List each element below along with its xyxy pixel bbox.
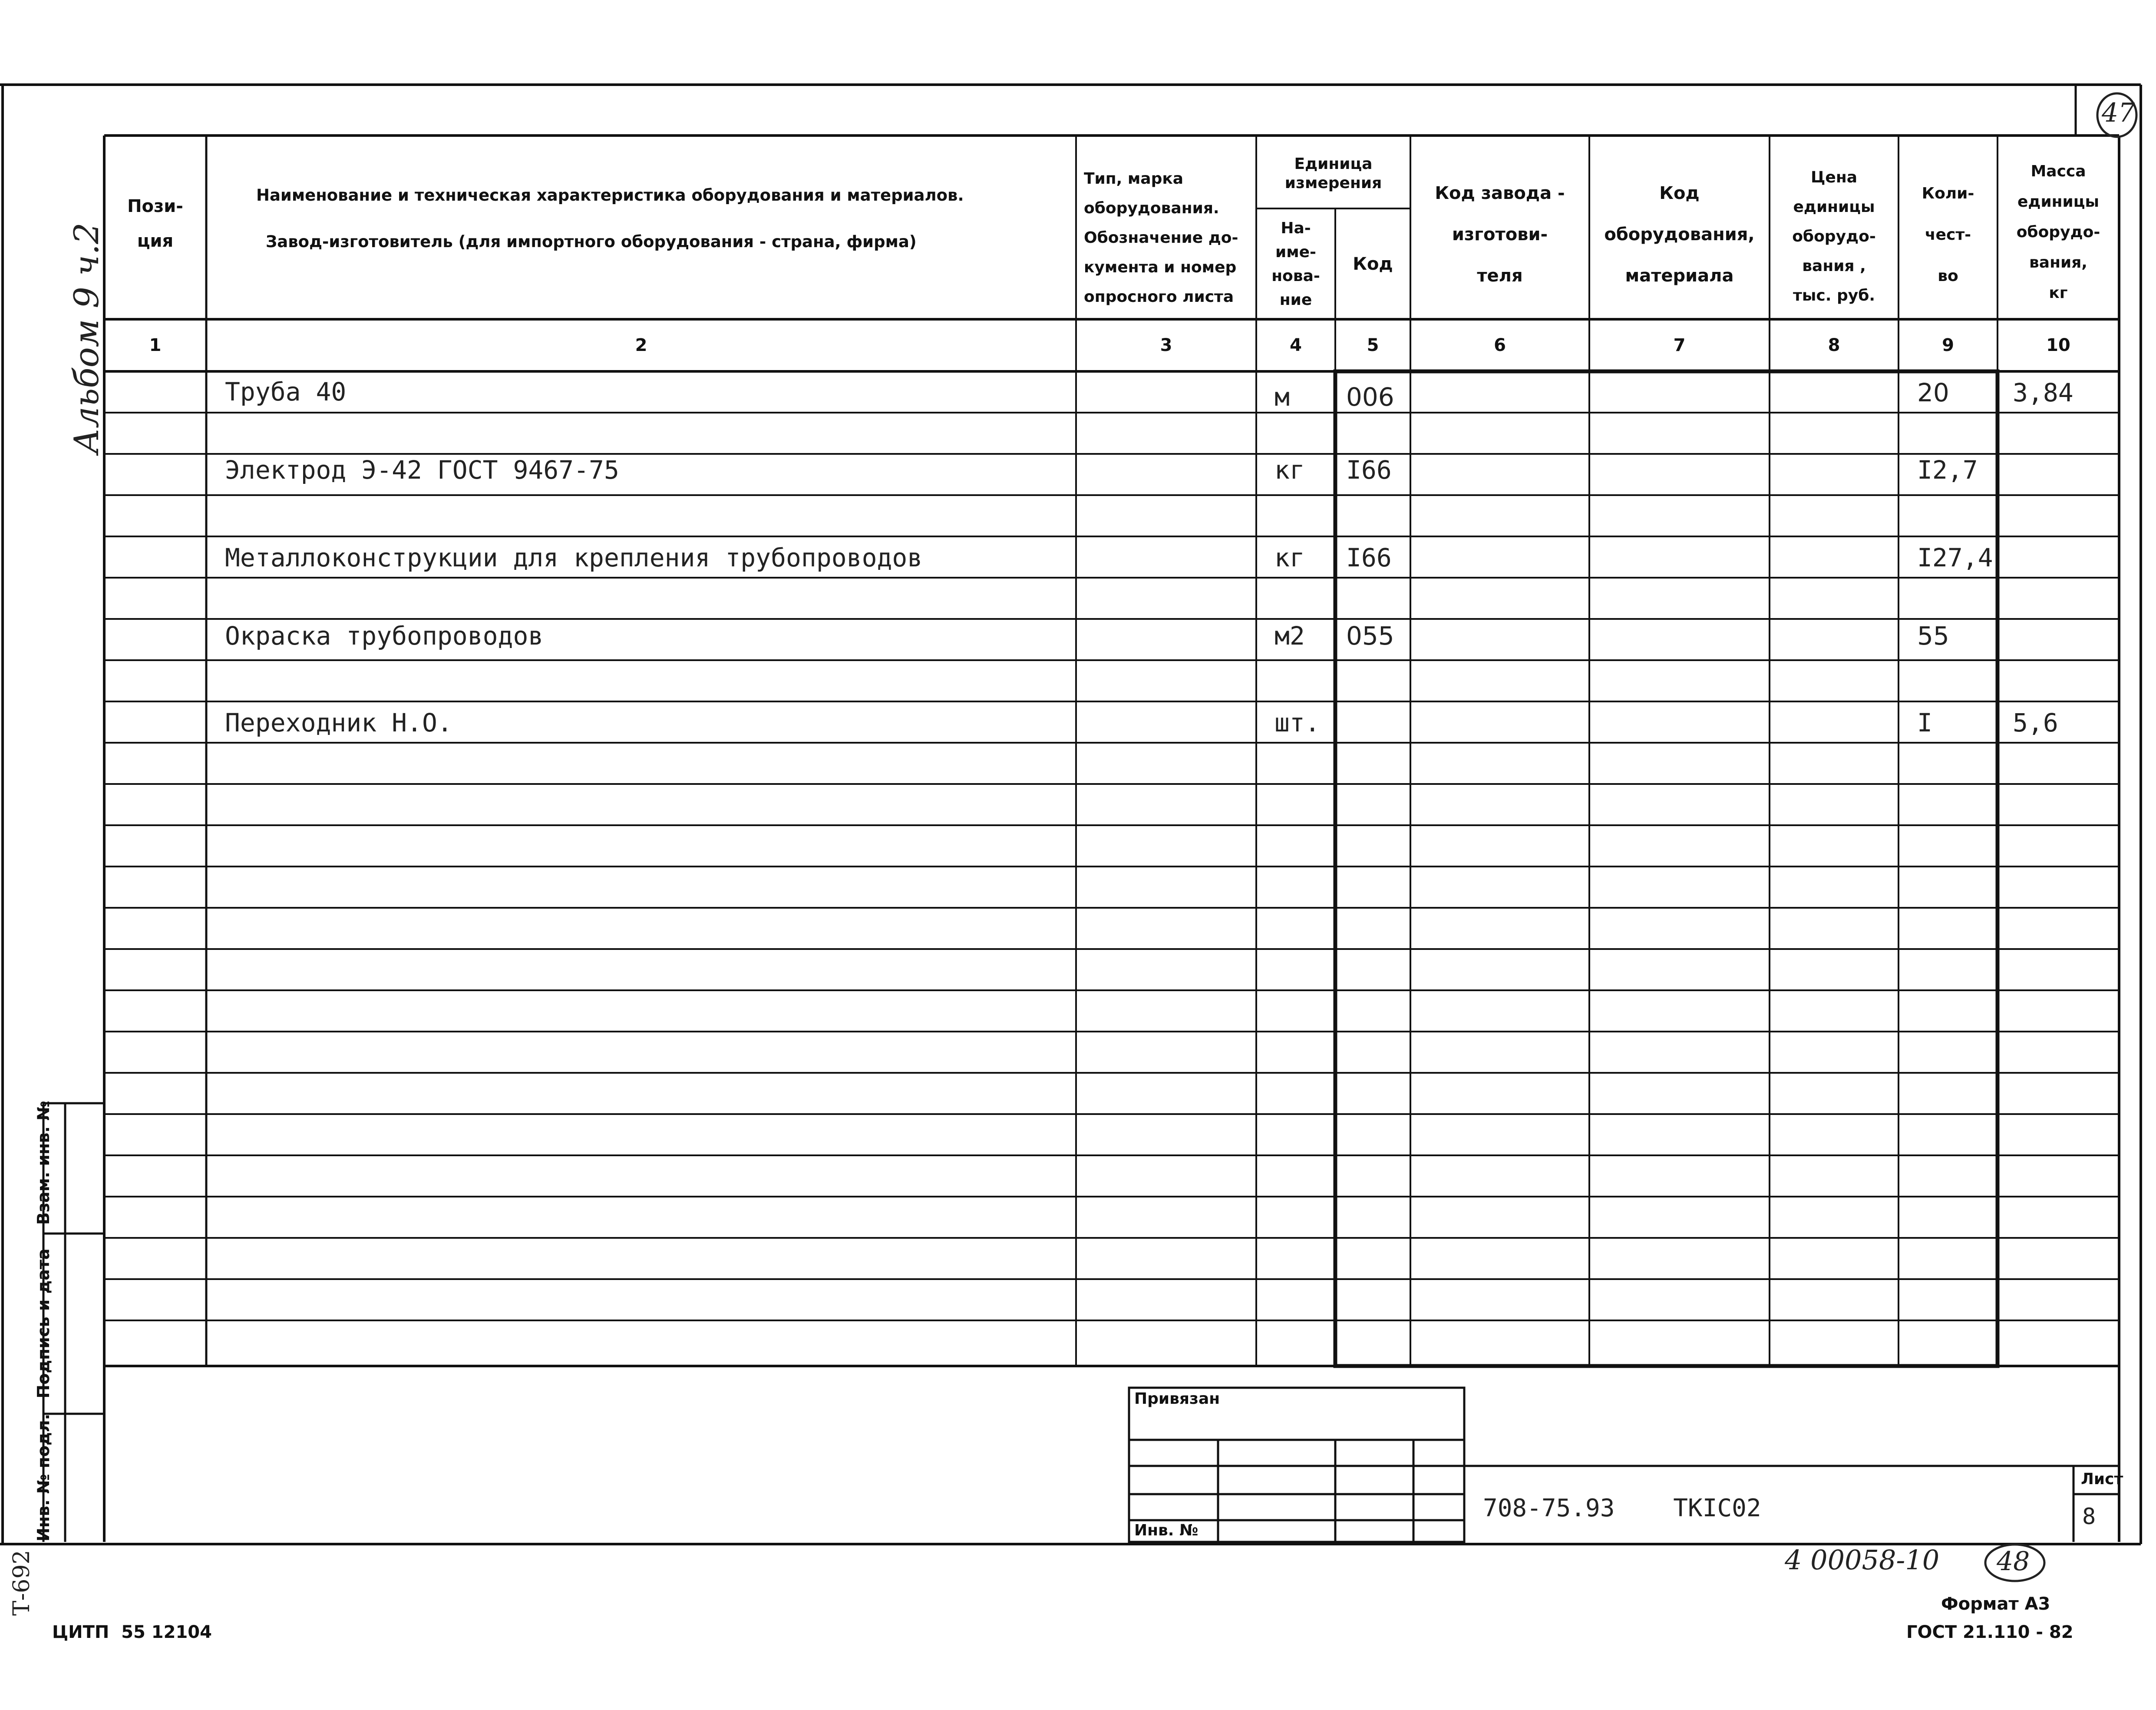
row-name: Труба 40 <box>225 377 347 407</box>
header-type: Тип, марка оборудования. Обозначение до- кумента и номер опросного листа <box>1084 169 1238 306</box>
column-number-6: 6 <box>1494 335 1506 355</box>
row-qty: I <box>1917 708 1932 738</box>
column-number-5: 5 <box>1367 335 1379 355</box>
row-code: I66 <box>1346 543 1392 572</box>
row-unit: кг <box>1274 543 1305 572</box>
sheet-number-top: 47 <box>2102 98 2135 128</box>
header-unit-code: Код <box>1353 254 1393 274</box>
column-number-2: 2 <box>635 335 647 355</box>
row-qty: I2,7 <box>1917 455 1978 485</box>
header-name-line2: Завод-изготовитель (для импортного оборудования - страна, фирма) <box>266 232 917 251</box>
row-name: Переходник Н.О. <box>225 708 452 738</box>
stamp-inv-no: Инв. № <box>1134 1521 1199 1539</box>
row-qty: I27,4 <box>1917 543 1993 572</box>
column-number-10: 10 <box>2046 335 2070 355</box>
side-label-inv-podl: Инв. № подл. <box>34 1413 53 1542</box>
stamp-privyazan: Привязан <box>1134 1390 1220 1408</box>
header-mass: Масса единицы оборудо- вания, кг <box>2016 162 2100 302</box>
column-number-3: 3 <box>1160 335 1172 355</box>
column-number-9: 9 <box>1942 335 1954 355</box>
row-unit: м2 <box>1274 621 1305 651</box>
header-unit-name: На- име- нова- ние <box>1271 219 1320 309</box>
row-unit: кг <box>1274 455 1305 485</box>
sheet-number-bottom: 48 <box>1997 1546 2030 1577</box>
column-number-1: 1 <box>149 335 162 355</box>
header-plant-code: Код завода - изготови- теля <box>1435 183 1565 286</box>
stamp-list-label: Лист <box>2081 1470 2123 1488</box>
row-unit: шт. <box>1274 708 1320 738</box>
header-price: Цена единицы оборудо- вания , тыс. руб. <box>1792 169 1876 304</box>
row-code: I66 <box>1346 455 1392 485</box>
header-unit-group: Единица измерения <box>1284 155 1382 192</box>
column-number-7: 7 <box>1673 335 1686 355</box>
t-code: Т-692 <box>9 1550 35 1616</box>
row-mass: 5,6 <box>2013 708 2058 738</box>
side-label-podpis: Подпись и дата <box>34 1248 53 1399</box>
header-quantity: Коли- чест- во <box>1922 184 1974 285</box>
row-name: Электрод Э-42 ГОСТ 9467-75 <box>225 455 619 485</box>
album-note: Альбом 9 ч.2 <box>67 222 106 454</box>
header-equipment-code: Код оборудования, материала <box>1604 183 1755 286</box>
header-position: Пози- ция <box>127 196 183 251</box>
side-label-vzam: Взам. инв. № <box>34 1101 53 1225</box>
footer-format: Формат А3 <box>1941 1594 2050 1614</box>
row-code: 006 <box>1346 382 1394 412</box>
row-qty: 55 <box>1917 621 1949 651</box>
footer-gost: ГОСТ 21.110 - 82 <box>1906 1622 2073 1642</box>
row-code: 055 <box>1346 621 1394 651</box>
row-qty: 20 <box>1917 378 1949 407</box>
header-name-line1: Наименование и техническая характеристика оборудования и материалов. <box>256 186 964 205</box>
row-name: Металлоконструкции для крепления трубопроводов <box>225 543 923 572</box>
stamp-doc-code: 708-75.93 TKIC02 <box>1483 1494 1761 1522</box>
footer-left: ЦИТП 55 12104 <box>52 1622 212 1642</box>
row-unit: м <box>1274 382 1290 412</box>
column-number-4: 4 <box>1290 335 1302 355</box>
column-number-8: 8 <box>1828 335 1840 355</box>
row-name: Окраска трубопроводов <box>225 621 544 651</box>
stamp-list-number: 8 <box>2082 1504 2096 1530</box>
row-mass: 3,84 <box>2013 378 2073 407</box>
handwritten-code: 4 00058-10 <box>1785 1544 1940 1576</box>
